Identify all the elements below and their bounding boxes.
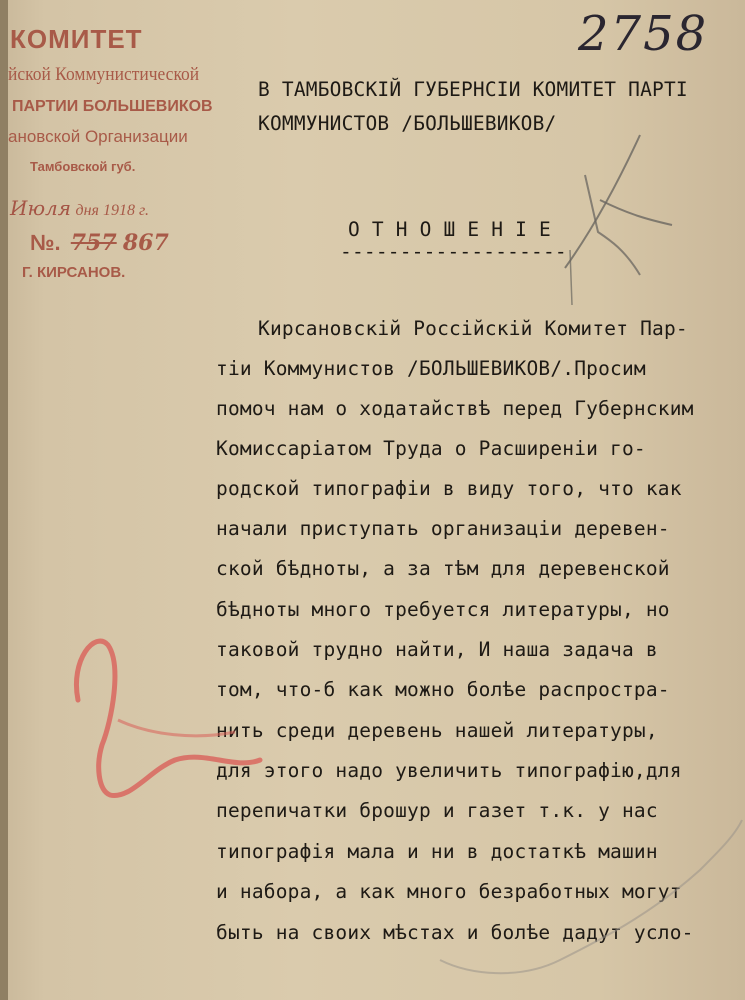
faint-pencil-note — [440, 820, 742, 973]
address-line-1: В ТАМБОВСКІЙ ГУБЕРНСІИ КОМИТЕТ ПАРТІ — [258, 78, 688, 101]
number-value: 867 — [122, 230, 169, 256]
stamp-city: Г. КИРСАНОВ. — [22, 264, 126, 281]
gray-pencil-stroke — [600, 200, 672, 225]
body-line: начали приступать организаціи деревен- — [216, 517, 670, 540]
stamp-line-5: Тамбовской губ. — [30, 159, 136, 174]
stamp-title: КОМИТЕТ — [10, 24, 143, 54]
body-line: быть на своих мѣстах и болѣе дадут усло- — [216, 921, 694, 944]
body-line: таковой трудно найти, И наша задача в — [216, 638, 658, 661]
number-label: №. — [30, 230, 61, 255]
heading-underline: ------------------- — [340, 240, 567, 263]
body-line: Комиссаріатом Труда о Расширеніи го- — [216, 437, 646, 460]
address-line-2: КОММУНИСТОВ /БОЛЬШЕВИКОВ/ — [258, 112, 557, 135]
date-label: дня 1918 г. — [75, 202, 149, 219]
registration-number: 2758 — [578, 6, 709, 62]
body-line: перепичатки брошур и газет т.к. у нас — [216, 799, 658, 822]
body-line: Кирсановскій Россійскій Комитет Пар- — [258, 317, 688, 340]
number-struck: 757 — [70, 230, 117, 256]
stamp-line-4: ановской Организации — [8, 127, 188, 146]
body-line: том, что-б как можно болѣе распростра- — [216, 678, 670, 701]
stamp-line-2: йской Коммунистической — [8, 64, 200, 85]
body-line: родской типографіи в виду того, что как — [216, 477, 682, 500]
body-line: помоч нам о ходатайствѣ перед Губернским — [216, 397, 694, 420]
body-line: и набора, а как много безработных могут — [216, 880, 682, 903]
body-line: типографія мала и ни в достаткѣ машин — [216, 840, 658, 863]
body-line: для этого надо увеличить типографію,для — [216, 759, 682, 782]
body-line: тіи Коммунистов /БОЛЬШЕВИКОВ/.Просим — [216, 357, 646, 380]
red-pencil-numeral — [118, 720, 235, 736]
body-line: нить среди деревень нашей литературы, — [216, 719, 658, 742]
document-heading: О Т Н О Ш Е Н І Е — [348, 218, 551, 241]
red-pencil-numeral — [76, 641, 260, 795]
body-line: бѣдноты много требуется литературы, но — [216, 598, 670, 621]
body-line: ской бѣдноты, а за тѣм для деревенской — [216, 557, 670, 580]
date-handwritten: Июля — [10, 196, 72, 220]
stamp-line-3: ПАРТИИ БОЛЬШЕВИКОВ — [12, 98, 213, 115]
